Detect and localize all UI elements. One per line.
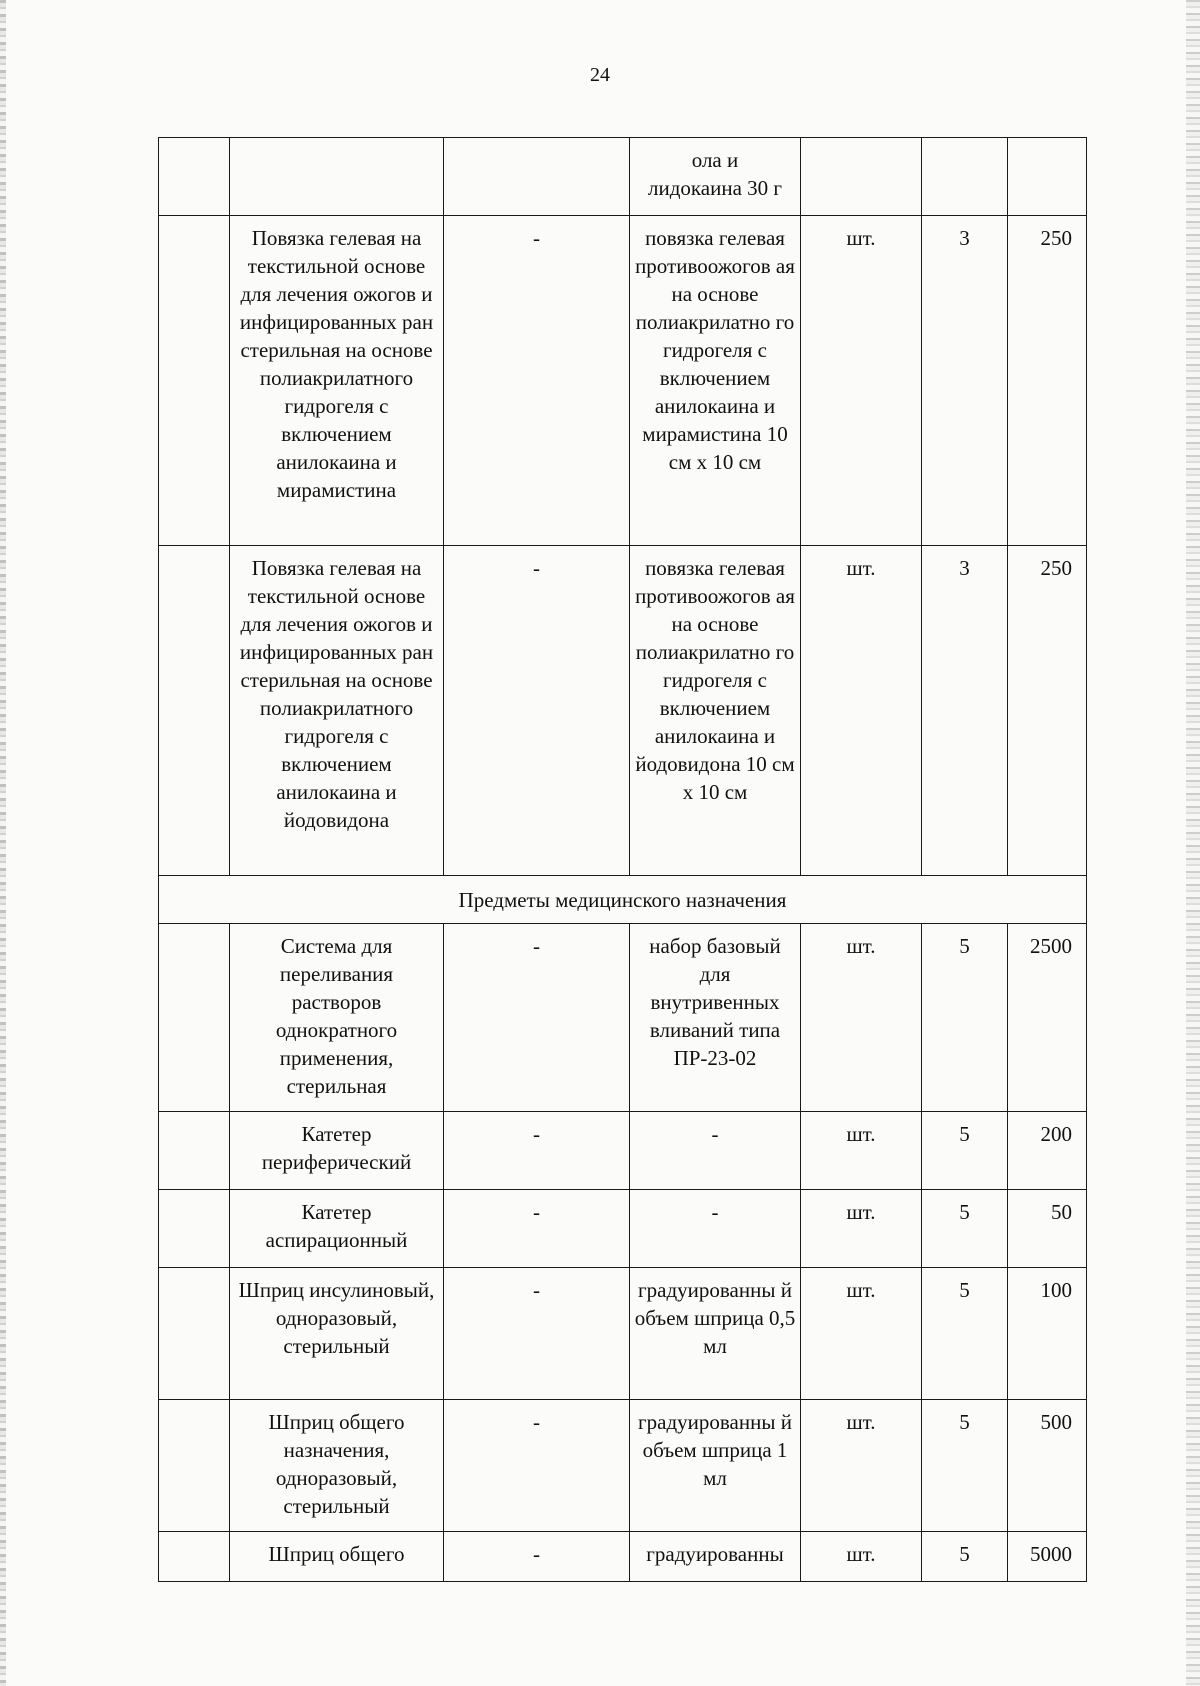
cell-price: 100 [1008,1268,1087,1400]
cell-name: Шприц общего [230,1532,444,1582]
cell-quantity: 5 [922,1400,1008,1532]
cell-unit: шт. [801,546,922,876]
cell-index [159,1400,230,1532]
table-row [159,1532,1087,1582]
cell-name: Шприц инсулиновый, одноразовый, стерильный [230,1268,444,1400]
cell-name [230,138,444,216]
cell-index [159,924,230,1112]
section-row [159,876,1087,924]
cell-code: - [444,1400,630,1532]
page-number: 24 [590,64,610,86]
specification-table [158,137,1087,1582]
cell-price [1008,138,1087,216]
cell-price: 250 [1008,546,1087,876]
cell-code: - [444,216,630,546]
cell-name: Повязка гелевая на текстильной основе для лечения ожогов и инфицированных ран стерильная на основе полиакрилатного гидрогеля с включением анилокаина и йодовидона [230,546,444,876]
cell-unit [801,138,922,216]
cell-name: Система для переливания растворов однократного применения, стерильная [230,924,444,1112]
cell-index [159,216,230,546]
cell-unit: шт. [801,1190,922,1268]
table-row [159,1268,1087,1400]
cell-unit: шт. [801,1400,922,1532]
section-title: Предметы медицинского назначения [159,876,1087,924]
cell-price: 200 [1008,1112,1087,1190]
table-row [159,216,1087,546]
cell-spec: повязка гелевая противоожогов ая на основе полиакрилатно го гидрогеля с включением анилокаина и йодовидона 10 см х 10 см [630,546,801,876]
cell-index [159,1112,230,1190]
cell-index [159,1268,230,1400]
cell-name: Повязка гелевая на текстильной основе для лечения ожогов и инфицированных ран стерильная на основе полиакрилатного гидрогеля с включением анилокаина и мирамистина [230,216,444,546]
cell-quantity: 3 [922,216,1008,546]
cell-quantity [922,138,1008,216]
cell-code: - [444,1112,630,1190]
cell-spec: градуированны й объем шприца 0,5 мл [630,1268,801,1400]
table-row [159,138,1087,216]
cell-unit: шт. [801,1268,922,1400]
table-row [159,1112,1087,1190]
scan-edge-right [1186,0,1200,1686]
table-row [159,546,1087,876]
cell-name: Катетер периферический [230,1112,444,1190]
cell-index [159,1532,230,1582]
scan-edge-left [0,0,6,1686]
table-row [159,1400,1087,1532]
cell-quantity: 5 [922,1532,1008,1582]
cell-quantity: 3 [922,546,1008,876]
cell-code: - [444,924,630,1112]
cell-spec: набор базовый для внутривенных вливаний типа ПР-23-02 [630,924,801,1112]
cell-index [159,138,230,216]
cell-unit: шт. [801,216,922,546]
cell-name: Катетер аспирационный [230,1190,444,1268]
cell-name: Шприц общего назначения, одноразовый, стерильный [230,1400,444,1532]
cell-unit: шт. [801,924,922,1112]
table-body [159,138,1087,1582]
cell-price: 250 [1008,216,1087,546]
cell-spec: - [630,1112,801,1190]
cell-unit: шт. [801,1532,922,1582]
cell-quantity: 5 [922,1268,1008,1400]
table-row [159,1190,1087,1268]
cell-spec: градуированны й объем шприца 1 мл [630,1400,801,1532]
cell-unit: шт. [801,1112,922,1190]
table-row [159,924,1087,1112]
cell-code: - [444,1190,630,1268]
cell-spec: - [630,1190,801,1268]
cell-spec: ола и лидокаина 30 г [630,138,801,216]
cell-quantity: 5 [922,1190,1008,1268]
cell-spec: повязка гелевая противоожогов ая на основе полиакрилатно го гидрогеля с включением анилокаина и мирамистина 10 см х 10 см [630,216,801,546]
cell-price: 2500 [1008,924,1087,1112]
cell-price: 500 [1008,1400,1087,1532]
cell-index [159,546,230,876]
cell-code [444,138,630,216]
cell-code: - [444,1532,630,1582]
cell-quantity: 5 [922,1112,1008,1190]
cell-index [159,1190,230,1268]
cell-spec: градуированны [630,1532,801,1582]
cell-price: 5000 [1008,1532,1087,1582]
cell-code: - [444,1268,630,1400]
cell-quantity: 5 [922,924,1008,1112]
cell-price: 50 [1008,1190,1087,1268]
cell-code: - [444,546,630,876]
